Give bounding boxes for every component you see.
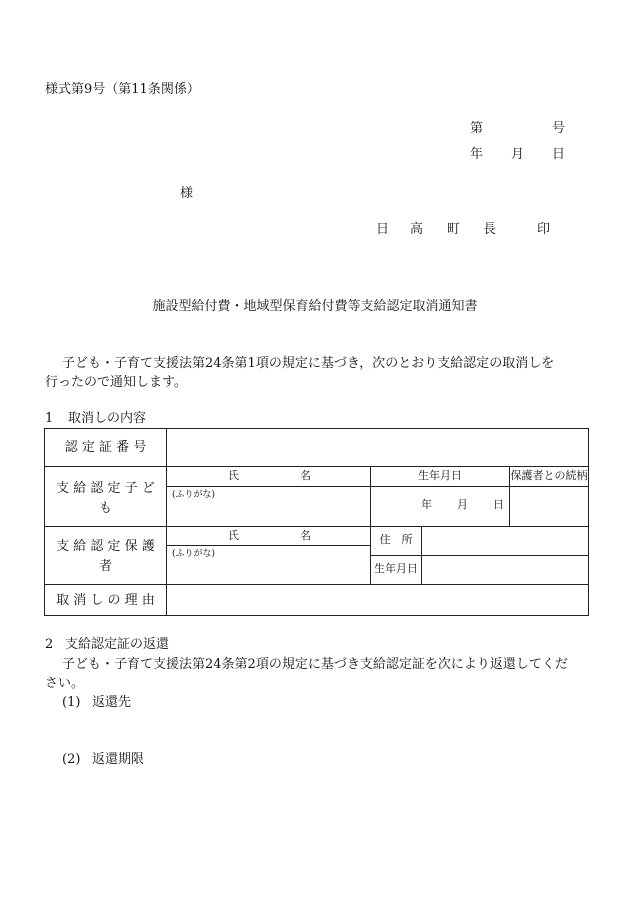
date-year: 年 bbox=[470, 147, 484, 162]
child-label-line-2: も bbox=[98, 501, 112, 516]
child-dob-year: 年 bbox=[421, 498, 432, 511]
child-dob-day: 日 bbox=[493, 498, 504, 511]
address-field[interactable] bbox=[423, 528, 587, 554]
child-label-line-1: 支 給 認 定 子 ど bbox=[56, 481, 155, 496]
number-suffix: 号 bbox=[552, 121, 566, 136]
child-name-header-1: 氏 bbox=[228, 469, 239, 482]
section1-number: 1 bbox=[45, 411, 54, 426]
guardian-furigana-label: (ふりがな) bbox=[172, 549, 216, 559]
child-dob-month: 月 bbox=[457, 498, 468, 511]
guardian-dob-label: 生年月日 bbox=[374, 562, 418, 575]
section2-number: 2 bbox=[45, 637, 54, 652]
cert-number-field[interactable] bbox=[168, 430, 587, 465]
item1-label: 返還先 bbox=[92, 695, 132, 710]
issuer-char-3: 町 bbox=[447, 222, 461, 237]
reason-label: 取 消 し の 理 由 bbox=[56, 593, 155, 608]
child-dob-header: 生年月日 bbox=[418, 469, 462, 482]
child-name-field[interactable] bbox=[168, 488, 369, 525]
reason-field[interactable] bbox=[168, 586, 587, 614]
section2-body-line-1: 子ども・子育て支援法第24条第2項の規定に基づき支給認定証を次により返還してくだ bbox=[62, 657, 568, 672]
relation-field[interactable] bbox=[511, 488, 587, 525]
number-prefix: 第 bbox=[470, 121, 484, 136]
date-day: 日 bbox=[552, 147, 566, 162]
address-label: 住 所 bbox=[379, 533, 413, 546]
guardian-label-line-2: 者 bbox=[98, 559, 112, 574]
seal-mark: 印 bbox=[537, 222, 551, 237]
section2-body-line-2: さい。 bbox=[45, 676, 85, 691]
form-reference: 様式第9号（第11条関係） bbox=[45, 82, 200, 97]
issuer-char-2: 高 bbox=[410, 222, 424, 237]
guardian-dob-field[interactable] bbox=[423, 557, 587, 583]
item1-number: (1) bbox=[62, 695, 81, 710]
issuer-char-4: 長 bbox=[483, 222, 497, 237]
section2-heading: 支給認定証の返還 bbox=[65, 637, 170, 652]
item2-label: 返還期限 bbox=[92, 752, 145, 767]
date-month: 月 bbox=[511, 147, 525, 162]
guardian-name-header-2: 名 bbox=[300, 529, 311, 542]
relation-header: 保護者との続柄 bbox=[510, 469, 588, 482]
addressee-honorific: 様 bbox=[180, 186, 194, 201]
intro-line-2: 行ったので通知します。 bbox=[45, 375, 187, 390]
intro-line-1: 子ども・子育て支援法第24条第1項の規定に基づき，次のとおり支給認定の取消しを bbox=[62, 356, 555, 371]
section1-heading: 取消しの内容 bbox=[68, 411, 147, 426]
guardian-name-field[interactable] bbox=[168, 547, 369, 583]
document-title: 施設型給付費・地域型保育給付費等支給認定取消通知書 bbox=[152, 299, 478, 314]
cert-number-label: 認 定 証 番 号 bbox=[64, 440, 147, 455]
child-name-header-2: 名 bbox=[300, 469, 311, 482]
item2-number: (2) bbox=[62, 752, 81, 767]
guardian-name-header-1: 氏 bbox=[228, 529, 239, 542]
guardian-label-line-1: 支 給 認 定 保 護 bbox=[56, 539, 155, 554]
child-furigana-label: (ふりがな) bbox=[172, 490, 216, 500]
issuer-char-1: 日 bbox=[376, 222, 390, 237]
